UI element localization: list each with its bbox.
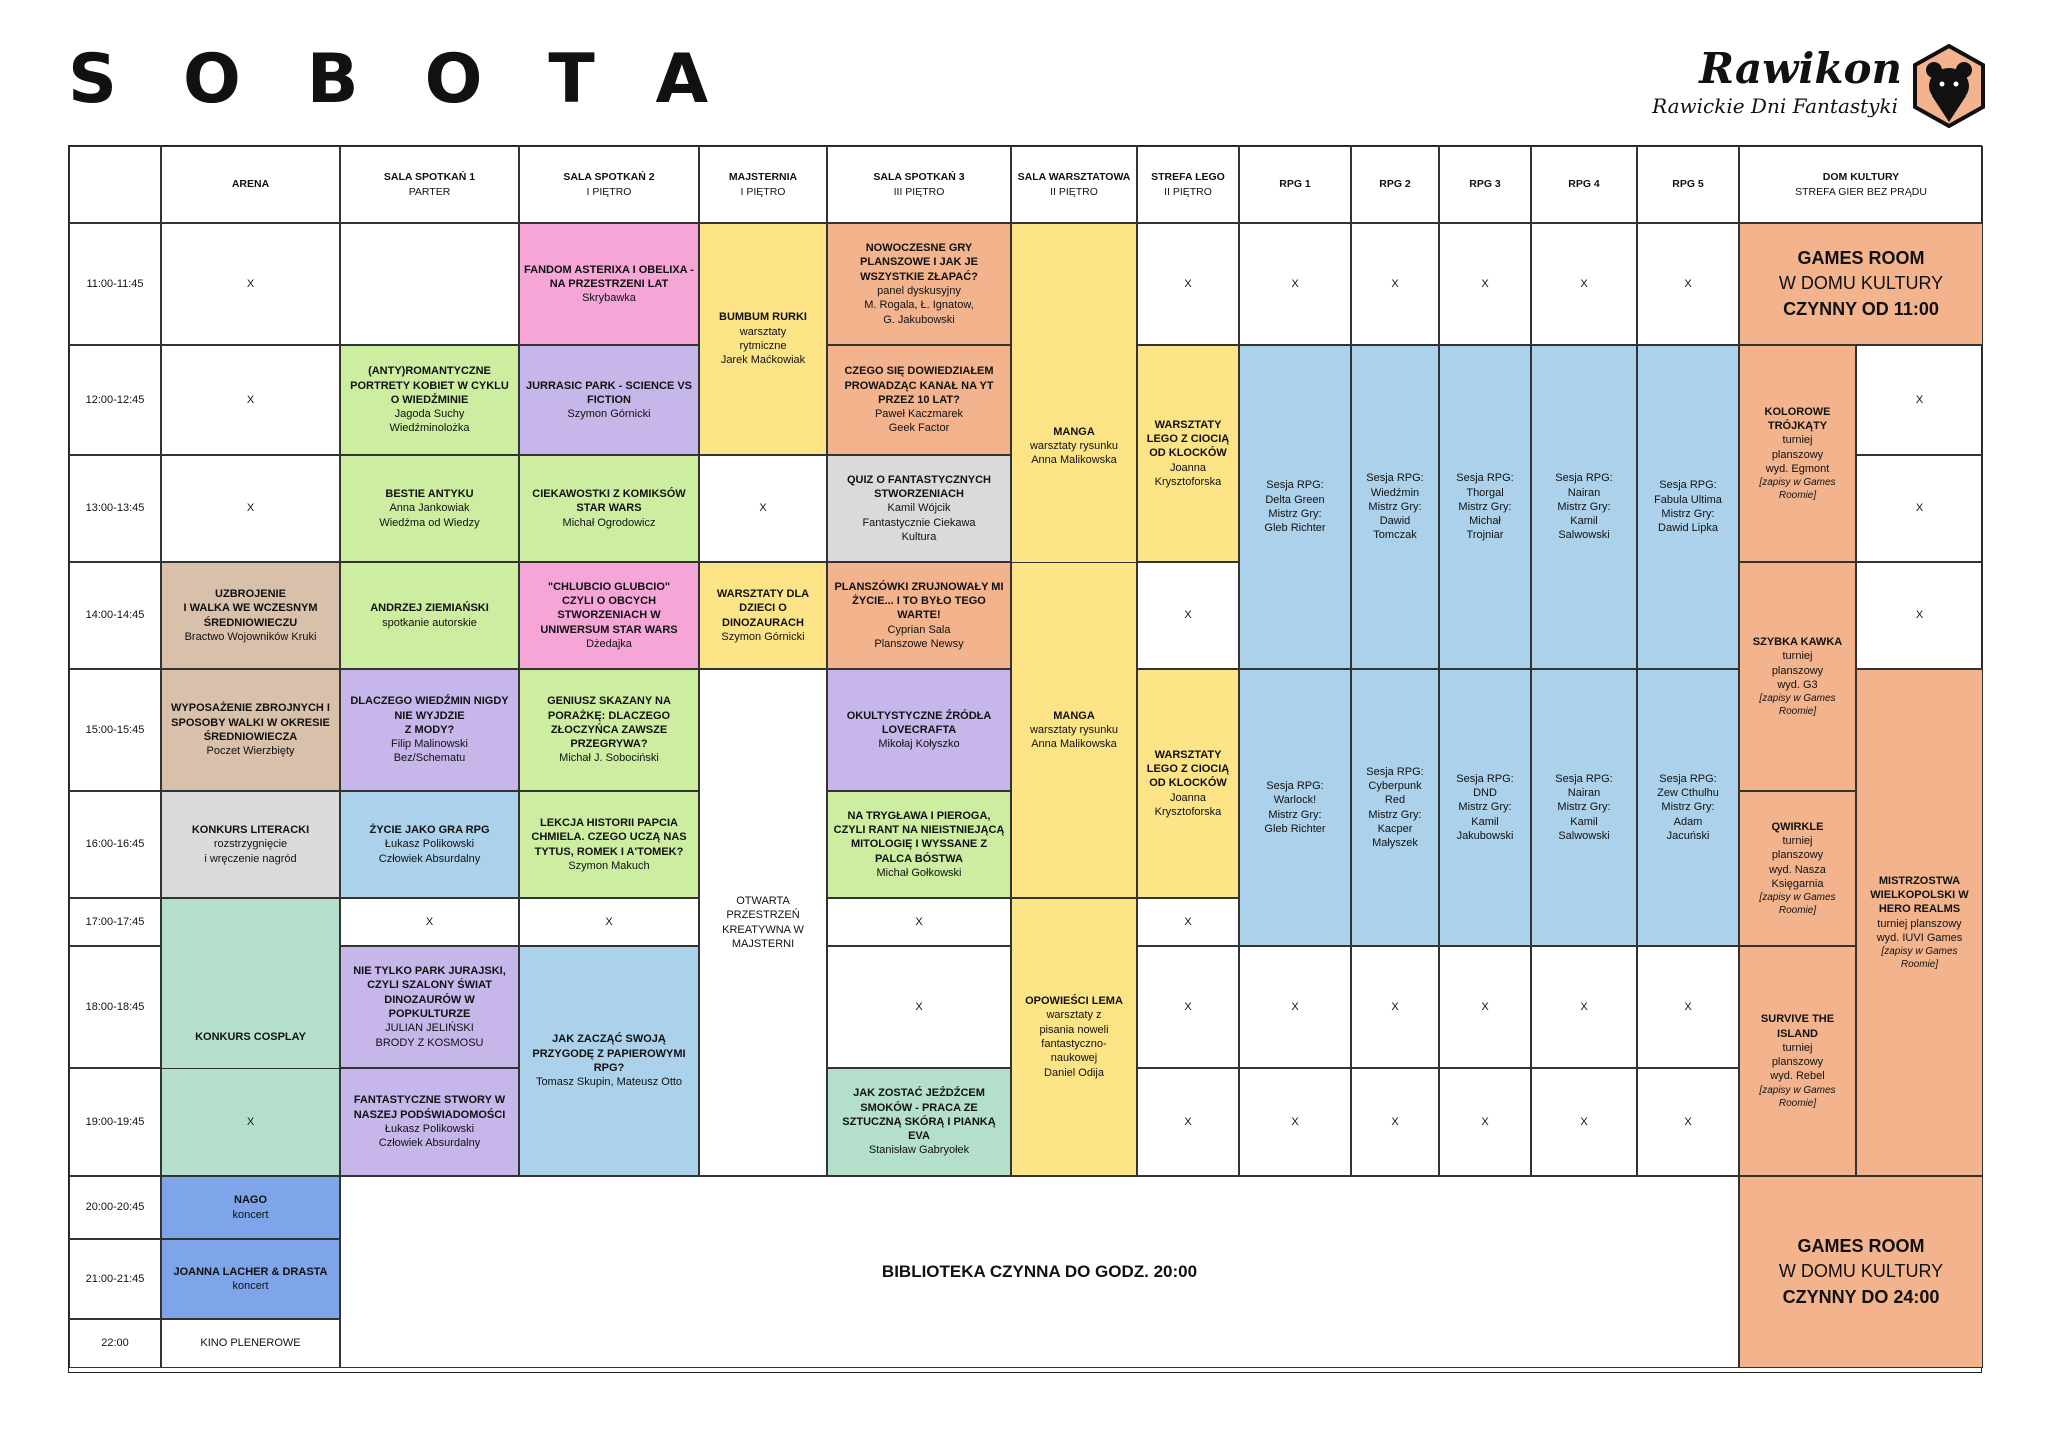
event-note: [zapisy w Games Roomie] xyxy=(1759,1084,1836,1109)
event-detail: turniej planszowy wyd. Egmont xyxy=(1765,434,1830,475)
empty-slot xyxy=(1637,223,1739,345)
column-header xyxy=(1637,146,1739,223)
event-detail: X xyxy=(605,915,613,928)
event-cell xyxy=(340,562,519,669)
event-detail: X xyxy=(1684,277,1692,290)
empty-slot xyxy=(1439,345,1531,669)
time-slot: 14:00-14:45 xyxy=(69,562,161,669)
column-header-floor: III PIĘTRO xyxy=(893,185,945,198)
event-cell xyxy=(827,791,1011,898)
event-title: SURVIVE THE ISLAND xyxy=(1760,1013,1835,1040)
event-detail: X xyxy=(1391,277,1399,290)
event-cell xyxy=(1137,669,1239,898)
event-title: DLACZEGO WIEDŹMIN NIGDY NIE WYJDZIE Z MODY? xyxy=(350,695,509,736)
event-detail: Sesja RPG: Zew Cthulhu Mistrz Gry: Adam Jacuński xyxy=(1657,772,1719,842)
event-detail: X xyxy=(1184,1115,1192,1128)
event-cell xyxy=(699,223,827,455)
event-detail: rozstrzygnięcie i wręczenie nagród xyxy=(204,838,297,865)
empty-slot xyxy=(1351,345,1439,669)
event-title: QUIZ O FANTASTYCZNYCH STWORZENIACH xyxy=(846,473,991,501)
event-detail: X xyxy=(915,1000,923,1013)
event-title: QWIRKLE xyxy=(1771,820,1824,833)
time-slot: 18:00-18:45 xyxy=(69,946,161,1068)
time-slot: 20:00-20:45 xyxy=(69,1176,161,1239)
event-title: BUMBUM RURKI xyxy=(719,311,807,324)
empty-slot xyxy=(1531,223,1637,345)
empty-slot xyxy=(161,223,340,345)
event-cell xyxy=(340,455,519,562)
event-detail: koncert xyxy=(232,1208,269,1221)
event-title: OPOWIEŚCI LEMA xyxy=(1025,995,1123,1008)
event-cell xyxy=(519,562,699,669)
event-detail: Skrybawka xyxy=(582,292,636,305)
event-detail: Joanna Krysztoforska xyxy=(1154,791,1222,818)
event-cell xyxy=(340,345,519,455)
event-title: NA TRYGŁAWA I PIEROGA, CZYLI RANT NA NIEISTNIEJĄCĄ MITOLOGIĘ I WYSSANE Z PALCA BÓSTWA xyxy=(833,809,1005,865)
event-detail: Michał Gołkowski xyxy=(876,866,962,879)
event-detail: X xyxy=(1291,1000,1299,1013)
games-room-place: W DOMU KULTURY xyxy=(1778,1261,1944,1282)
empty-slot xyxy=(1531,345,1637,669)
event-cell xyxy=(161,1176,340,1239)
event-title: CZEGO SIĘ DOWIEDZIAŁEM PROWADZĄC KANAŁ NA YT PRZEZ 10 LAT? xyxy=(844,365,994,406)
column-header xyxy=(340,146,519,223)
column-header-title: RPG 4 xyxy=(1568,178,1600,191)
event-title: MANGA xyxy=(1053,425,1095,438)
event-title: OKULTYSTYCZNE ŹRÓDŁA LOVECRAFTA xyxy=(846,709,992,736)
event-title: KOLOROWE TRÓJKĄTY xyxy=(1764,405,1831,433)
event-detail: OTWARTA PRZESTRZEŃ KREATYWNA W MAJSTERNI xyxy=(722,894,804,950)
event-detail: X xyxy=(246,1115,255,1128)
event-detail: Tomasz Skupin, Mateusz Otto xyxy=(535,1076,683,1089)
empty-slot xyxy=(827,946,1011,1068)
empty-slot xyxy=(1531,1068,1637,1176)
column-header xyxy=(1739,146,1983,223)
event-detail: X xyxy=(1580,1115,1588,1128)
event-detail: Sesja RPG: Thorgal Mistrz Gry: Michał Trojniar xyxy=(1456,472,1514,542)
event-note: [zapisy w Games Roomie] xyxy=(1759,477,1836,502)
event-detail: turniej planszowy wyd. Nasza Księgarnia xyxy=(1769,835,1826,890)
games-room-hours: CZYNNY OD 11:00 xyxy=(1783,298,1939,319)
event-title: FANTASTYCZNE STWORY W NASZEJ PODŚWIADOMOŚCI xyxy=(353,1094,506,1121)
event-detail: Sesja RPG: Nairan Mistrz Gry: Kamil Salwowski xyxy=(1555,472,1613,542)
event-detail: warsztaty rysunku Anna Malikowska xyxy=(1029,439,1119,467)
games-room-banner-top xyxy=(1739,223,1983,345)
empty-slot xyxy=(1351,946,1439,1068)
column-header-title: RPG 2 xyxy=(1379,178,1411,191)
event-detail: Bractwo Wojowników Kruki xyxy=(184,630,317,643)
column-header-title: ARENA xyxy=(231,178,270,191)
event-cell xyxy=(161,791,340,898)
event-detail: Łukasz Polikowski Człowiek Absurdalny xyxy=(378,838,481,865)
empty-slot xyxy=(1239,946,1351,1068)
event-cell xyxy=(161,1239,340,1319)
event-detail: Szymon Makuch xyxy=(568,859,650,872)
event-detail: X xyxy=(246,393,255,406)
column-header-title: RPG 5 xyxy=(1672,178,1704,191)
event-title: MISTRZOSTWA WIELKOPOLSKI W HERO REALMS xyxy=(1870,874,1969,916)
event-cell xyxy=(1739,946,1856,1176)
event-title: NIE TYLKO PARK JURAJSKI, CZYLI SZALONY ŚWIAT DINOZAURÓW W POPKULTURZE xyxy=(353,965,506,1020)
time-slot: 21:00-21:45 xyxy=(69,1239,161,1319)
event-detail: X xyxy=(1481,1000,1489,1013)
event-title: CIEKAWOSTKI Z KOMIKSÓW STAR WARS xyxy=(532,488,686,515)
event-cell xyxy=(827,455,1011,562)
event-cell xyxy=(1011,562,1137,898)
time-slot: 19:00-19:45 xyxy=(69,1068,161,1176)
event-detail: warsztaty rysunku Anna Malikowska xyxy=(1029,723,1119,751)
time-slot: 22:00 xyxy=(69,1319,161,1368)
event-note: [zapisy w Games Roomie] xyxy=(1881,946,1958,971)
event-detail: X xyxy=(1580,277,1588,290)
event-detail: Stanisław Gabryołek xyxy=(868,1144,970,1157)
games-room-banner-bottom xyxy=(1739,1176,1983,1368)
event-detail: Anna Jankowiak Wiedźma od Wiedzy xyxy=(379,502,480,529)
column-header-title: SALA SPOTKAŃ 3 xyxy=(873,171,965,184)
schedule-grid xyxy=(68,145,1982,1373)
event-cell xyxy=(699,562,827,669)
empty-slot xyxy=(1137,1068,1239,1176)
event-cell xyxy=(519,791,699,898)
event-detail: Paweł Kaczmarek Geek Factor xyxy=(874,408,964,435)
empty-slot xyxy=(1351,223,1439,345)
empty-slot xyxy=(1439,1068,1531,1176)
empty-slot xyxy=(1439,946,1531,1068)
event-detail: X xyxy=(759,502,767,515)
event-detail: X xyxy=(1184,277,1192,290)
time-slot: 13:00-13:45 xyxy=(69,455,161,562)
event-cell xyxy=(827,223,1011,345)
time-slot: 11:00-11:45 xyxy=(69,223,161,345)
empty-slot xyxy=(1137,562,1239,669)
empty-slot xyxy=(1637,946,1739,1068)
column-header xyxy=(1011,146,1137,223)
event-cell xyxy=(1739,562,1856,791)
library-notice: BIBLIOTEKA CZYNNA DO GODZ. 20:00 xyxy=(340,1176,1739,1368)
event-detail: Szymon Górnicki xyxy=(567,408,651,421)
empty-slot xyxy=(1637,669,1739,946)
event-cell xyxy=(1856,669,1983,1176)
event-title: JAK ZACZĄĆ SWOJĄ PRZYGODĘ Z PAPIEROWYMI RPG? xyxy=(532,1033,686,1074)
event-detail: X xyxy=(1291,1115,1299,1128)
column-header xyxy=(1239,146,1351,223)
event-title: JOANNA LACHER & DRASTA xyxy=(173,1265,328,1278)
column-header xyxy=(699,146,827,223)
event-title: JAK ZOSTAĆ JEŹDŹCEM SMOKÓW - PRACA ZE SZTUCZNĄ SKÓRĄ I PIANKĄ EVA xyxy=(842,1087,996,1143)
event-detail: Kamil Wójcik Fantastycznie Ciekawa Kultura xyxy=(862,502,976,543)
event-title: FANDOM ASTERIXA I OBELIXA - NA PRZESTRZENI LAT xyxy=(524,263,694,290)
event-detail: Sesja RPG: Wiedźmin Mistrz Gry: Dawid Tomczak xyxy=(1366,472,1424,542)
event-title: GENIUSZ SKAZANY NA PORAŻKĘ: DLACZEGO ZŁOCZYŃCA ZAWSZE PRZEGRYWA? xyxy=(547,695,671,751)
event-detail: warsztaty z pisania noweli fantastyczno- naukowej Daniel Odija xyxy=(1039,1009,1109,1079)
event-title: "CHLUBCIO GLUBCIO" CZYLI O OBCYCH STWORZENIACH W UNIWERSUM STAR WARS xyxy=(540,580,678,636)
event-detail: X xyxy=(1481,277,1489,290)
empty-slot xyxy=(1856,345,1983,455)
column-header xyxy=(161,146,340,223)
column-header-floor: I PIĘTRO xyxy=(740,185,786,198)
column-header-floor: STREFA GIER BEZ PRĄDU xyxy=(1795,185,1927,198)
event-cell xyxy=(340,946,519,1068)
event-detail: Sesja RPG: Delta Green Mistrz Gry: Gleb Richter xyxy=(1264,479,1326,535)
event-cell xyxy=(340,791,519,898)
event-detail: X xyxy=(1915,609,1924,622)
event-detail: warsztaty rytmiczne Jarek Maćkowiak xyxy=(720,325,806,367)
event-cell xyxy=(519,946,699,1176)
empty-slot xyxy=(1531,946,1637,1068)
event-title: (ANTY)ROMANTYCZNE PORTRETY KOBIET W CYKLU O WIEDŹMINIE xyxy=(350,365,509,406)
event-note: [zapisy w Games Roomie] xyxy=(1759,693,1836,718)
event-detail: X xyxy=(1184,609,1192,622)
event-detail: X xyxy=(1184,1000,1192,1013)
event-cell xyxy=(1137,345,1239,562)
games-room-title: GAMES ROOM xyxy=(1797,1236,1925,1257)
event-detail: X xyxy=(1391,1000,1399,1013)
event-title: KONKURS LITERACKI xyxy=(191,824,310,837)
event-title: NAGO xyxy=(234,1194,267,1207)
bear-badge-icon xyxy=(1912,44,1986,128)
column-header-title: RPG 1 xyxy=(1279,178,1311,191)
empty-slot xyxy=(1637,1068,1739,1176)
event-detail: koncert xyxy=(232,1280,269,1292)
column-header-floor: II PIĘTRO xyxy=(1164,185,1212,198)
column-header-title: MAJSTERNIA xyxy=(728,171,798,184)
event-title: SZYBKA KAWKA xyxy=(1752,635,1843,648)
event-detail: Sesja RPG: Cyberpunk Red Mistrz Gry: Kacper Małyszek xyxy=(1366,765,1424,850)
event-detail: turniej planszowy wyd. IUVI Games xyxy=(1876,917,1963,944)
empty-slot xyxy=(1239,345,1351,669)
empty-slot xyxy=(1239,223,1351,345)
event-title: KONKURS COSPLAY xyxy=(195,1030,306,1043)
column-header xyxy=(69,146,161,223)
event-detail: Poczet Wierzbięty xyxy=(206,745,295,758)
event-detail: Jagoda Suchy Wiedźminolożka xyxy=(389,408,470,435)
empty-slot xyxy=(1239,669,1351,946)
time-slot: 17:00-17:45 xyxy=(69,898,161,946)
event-cell xyxy=(827,345,1011,455)
event-detail: Sesja RPG: Warlock! Mistrz Gry: Gleb Richter xyxy=(1264,779,1326,835)
empty-slot xyxy=(1351,669,1439,946)
event-note: [zapisy w Games Roomie] xyxy=(1759,892,1836,917)
games-room-title: GAMES ROOM xyxy=(1797,248,1925,269)
event-title: ŻYCIE JAKO GRA RPG xyxy=(369,824,490,837)
event-detail: spotkanie autorskie xyxy=(382,616,477,629)
games-room-place: W DOMU KULTURY xyxy=(1778,273,1944,294)
event-cell xyxy=(519,455,699,562)
event-detail: X xyxy=(915,915,923,928)
event-title: LEKCJA HISTORII PAPCIA CHMIELA. CZEGO UCZĄ NAS TYTUS, ROMEK I A'TOMEK? xyxy=(531,816,687,858)
event-title: UZBROJENIE I WALKA WE WCZESNYM ŚREDNIOWIECZU xyxy=(183,587,318,629)
event-detail: turniej planszowy wyd. Rebel xyxy=(1770,1041,1825,1083)
event-cell xyxy=(519,223,699,345)
event-detail: Szymon Górnicki xyxy=(721,630,805,643)
event-cell xyxy=(827,1068,1011,1176)
empty-slot xyxy=(340,898,519,946)
empty-slot xyxy=(1137,898,1239,946)
column-header-floor: II PIĘTRO xyxy=(1050,185,1098,198)
event-detail: X xyxy=(425,915,434,928)
event-title: WARSZTATY LEGO Z CIOCIĄ OD KLOCKÓW xyxy=(1146,418,1230,460)
event-detail: X xyxy=(1684,1115,1692,1128)
event-detail: turniej planszowy wyd. G3 xyxy=(1771,650,1824,691)
time-slot: 15:00-15:45 xyxy=(69,669,161,791)
time-slot: 16:00-16:45 xyxy=(69,791,161,898)
event-detail: Joanna Krysztoforska xyxy=(1154,461,1222,488)
empty-slot xyxy=(161,1068,340,1176)
empty-slot xyxy=(699,455,827,562)
event-detail: panel dyskusyjny M. Rogala, Ł. Ignatow, G. Jakubowski xyxy=(864,285,974,326)
event-cell xyxy=(827,562,1011,669)
event-detail: X xyxy=(1391,1115,1399,1128)
column-header-title: RPG 3 xyxy=(1469,178,1501,191)
empty-slot xyxy=(699,669,827,1176)
event-detail: Cyprian Sala Planszowe Newsy xyxy=(874,623,964,650)
empty-slot xyxy=(827,898,1011,946)
column-header xyxy=(1531,146,1637,223)
event-detail: X xyxy=(1184,915,1192,928)
event-detail: X xyxy=(1291,277,1299,290)
event-detail: X xyxy=(1915,502,1924,515)
empty-slot xyxy=(1351,1068,1439,1176)
event-cell xyxy=(519,345,699,455)
event-title: BESTIE ANTYKU xyxy=(385,488,474,501)
empty-slot xyxy=(1137,223,1239,345)
page-title: SOBOTA xyxy=(68,40,775,119)
column-header-title: SALA WARSZTATOWA xyxy=(1017,171,1131,184)
logo-subtitle: Rawickie Dni Fantastyki xyxy=(1652,94,1898,118)
games-room-hours: CZYNNY DO 24:00 xyxy=(1782,1286,1940,1307)
empty-slot xyxy=(1856,455,1983,562)
column-header xyxy=(1351,146,1439,223)
event-detail: Filip Malinowski Bez/Schematu xyxy=(390,738,469,765)
event-title: WARSZTATY LEGO Z CIOCIĄ OD KLOCKÓW xyxy=(1146,748,1230,790)
event-detail: Sesja RPG: Nairan Mistrz Gry: Kamil Salwowski xyxy=(1555,772,1613,842)
empty-slot xyxy=(1439,223,1531,345)
event-title: JURRASIC PARK - SCIENCE VS FICTION xyxy=(525,379,693,406)
event-cell xyxy=(1011,898,1137,1176)
event-detail: X xyxy=(1481,1115,1489,1128)
empty-slot xyxy=(1239,1068,1351,1176)
event-detail: X xyxy=(1684,1000,1692,1013)
column-header-title: STREFA LEGO xyxy=(1151,171,1225,184)
column-header xyxy=(519,146,699,223)
empty-slot xyxy=(1637,345,1739,669)
event-title: MANGA xyxy=(1053,709,1095,722)
empty-slot xyxy=(161,455,340,562)
empty-slot xyxy=(1137,946,1239,1068)
empty-slot xyxy=(1531,669,1637,946)
empty-slot xyxy=(161,1319,340,1368)
column-header xyxy=(1137,146,1239,223)
event-detail: Sesja RPG: DND Mistrz Gry: Kamil Jakubowski xyxy=(1456,772,1514,842)
event-cell xyxy=(340,669,519,791)
column-header-floor: PARTER xyxy=(408,185,451,198)
column-header-title: SALA SPOTKAŃ 2 xyxy=(563,171,655,184)
event-title: WYPOSAŻENIE ZBROJNYCH I SPOSOBY WALKI W OKRESIE ŚREDNIOWIECZA xyxy=(171,702,330,743)
column-header-floor: I PIĘTRO xyxy=(586,185,632,198)
empty-slot xyxy=(340,223,519,345)
event-cell xyxy=(1739,791,1856,946)
event-detail: X xyxy=(246,277,255,290)
column-header-title: SALA SPOTKAŃ 1 xyxy=(383,171,476,184)
event-title: PLANSZÓWKI ZRUJNOWAŁY MI ŻYCIE... I TO BYŁO TEGO WARTE! xyxy=(834,580,1004,622)
event-detail: X xyxy=(1915,393,1924,406)
empty-slot xyxy=(1856,562,1983,669)
empty-slot xyxy=(519,898,699,946)
event-detail: KINO PLENEROWE xyxy=(200,1337,301,1350)
logo-wordmark: Rawikon xyxy=(1699,44,1902,93)
event-cell xyxy=(519,669,699,791)
event-cell xyxy=(1739,345,1856,562)
event-detail: Dżedajka xyxy=(586,637,632,650)
empty-slot xyxy=(161,345,340,455)
event-title: NOWOCZESNE GRY PLANSZOWE I JAK JE WSZYSTKIE ZŁAPAĆ? xyxy=(860,242,978,283)
event-title: WARSZTATY DLA DZIECI O DINOZAURACH xyxy=(716,587,810,629)
event-cell xyxy=(161,669,340,791)
logo xyxy=(1646,44,1986,130)
event-detail: Łukasz Polikowski Człowiek Absurdalny xyxy=(378,1123,481,1150)
event-cell xyxy=(161,562,340,669)
event-detail: Michał J. Sobociński xyxy=(559,752,659,765)
event-detail: Michał Ogrodowicz xyxy=(562,516,656,529)
column-header-title: DOM KULTURY xyxy=(1822,171,1900,184)
event-cell xyxy=(827,669,1011,791)
event-cell xyxy=(340,1068,519,1176)
empty-slot xyxy=(1439,669,1531,946)
column-header xyxy=(1439,146,1531,223)
event-detail: Sesja RPG: Fabula Ultima Mistrz Gry: Dawid Lipka xyxy=(1654,479,1722,535)
event-title: ANDRZEJ ZIEMIAŃSKI xyxy=(370,602,489,615)
event-detail: JULIAN JELIŃSKI BRODY Z KOSMOSU xyxy=(375,1022,484,1049)
event-detail: Mikołaj Kołyszko xyxy=(878,738,960,751)
event-detail: X xyxy=(246,502,255,515)
column-header xyxy=(827,146,1011,223)
time-slot: 12:00-12:45 xyxy=(69,345,161,455)
event-detail: X xyxy=(1580,1000,1588,1013)
